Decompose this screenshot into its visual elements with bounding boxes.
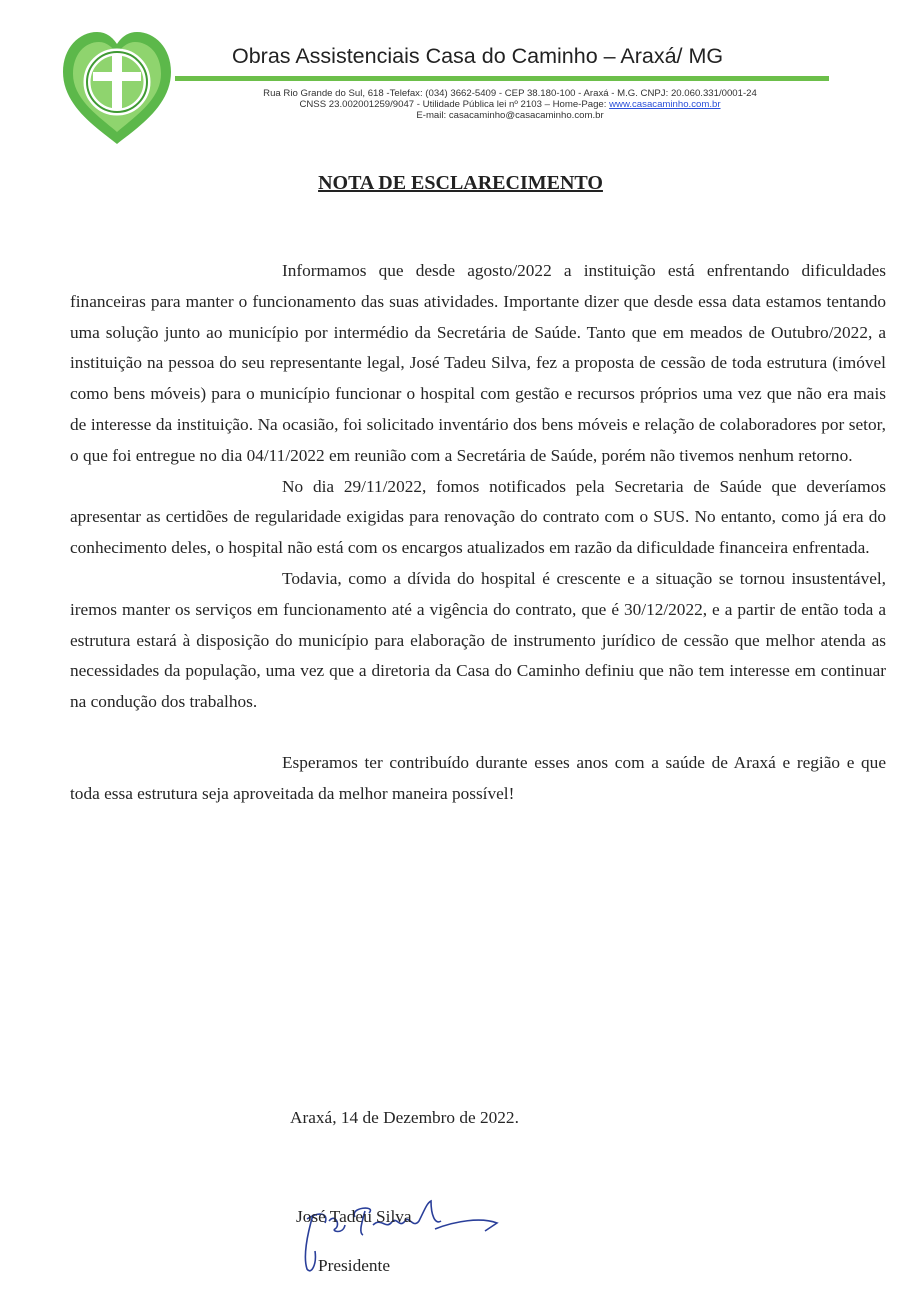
paragraph-3: Todavia, como a dívida do hospital é crescente e a situação se tornou insustentável, iremos manter os serviços em funcionamento até a vigência do contrato, que é 30/12/2022, e a partir de então toda a estrutura estará à disposição do município para elaboração de instrumento jurídico de cessão que melhor atenda as necessidades da população, uma vez que a diretoria da Casa do Caminho definiu que não tem interesse em continuar na condução dos trabalhos.	[70, 568, 886, 712]
letterhead	[0, 0, 921, 150]
paragraph-1: Informamos que desde agosto/2022 a instituição está enfrentando dificuldades financeiras para manter o funcionamento das suas atividades. Importante dizer que desde essa data estamos tentando uma solução junto ao município por intermédio da Secretária de Saúde. Tanto que em meados de Outubro/2022, a instituição na pessoa do seu representante legal, José Tadeu Silva, fez a proposta de cessão de toda estrutura (imóvel como bens móveis) para o município funcionar o hospital com gestão e recursos próprios uma vez que não era mais de interesse da instituição. Na ocasião, foi solicitado inventário dos bens móveis e relação de colaboradores por setor, o que foi entregue no dia 04/11/2022 em reunião com a Secretária de Saúde, porém não tivemos nenhum retorno.	[70, 261, 886, 465]
contact-block	[190, 88, 830, 121]
signer-name: José Tadeu Silva	[296, 1207, 412, 1226]
contact-address-line: Rua Rio Grande do Sul, 618 -Telefax: (034) 3662-5409 - CEP 38.180-100 - Araxá - M.G. CNPJ: 20.060.331/0001-24	[263, 88, 757, 99]
contact-email-line: E-mail: casacaminho@casacaminho.com.br	[416, 110, 604, 121]
contact-registration-line	[190, 99, 830, 110]
contact-registration-text: CNSS 23.002001259/9047 - Utilidade Pública lei nº 2103 – Home-Page:	[299, 99, 610, 110]
signer-role: Presidente	[318, 1256, 390, 1275]
document-body	[70, 256, 886, 810]
green-heart-cross-logo-icon	[57, 28, 177, 148]
organization-name: Obras Assistenciais Casa do Caminho – Araxá/ MG	[232, 44, 724, 68]
website-link[interactable]: www.casacaminho.com.br	[609, 99, 721, 110]
date-line: Araxá, 14 de Dezembro de 2022.	[290, 1108, 519, 1127]
letterhead-rule	[175, 76, 829, 81]
paragraph-4: Esperamos ter contribuído durante esses anos com a saúde de Araxá e região e que toda essa estrutura seja aproveitada da melhor maneira possível!	[70, 752, 886, 803]
document-title: NOTA DE ESCLARECIMENTO	[318, 172, 603, 194]
paragraph-2: No dia 29/11/2022, fomos notificados pela Secretaria de Saúde que deveríamos apresentar as certidões de regularidade exigidas para renovação do contrato com o SUS. No entanto, como já era do conhecimento deles, o hospital não está com os encargos atualizados em razão da dificuldade financeira enfrentada.	[70, 476, 886, 558]
